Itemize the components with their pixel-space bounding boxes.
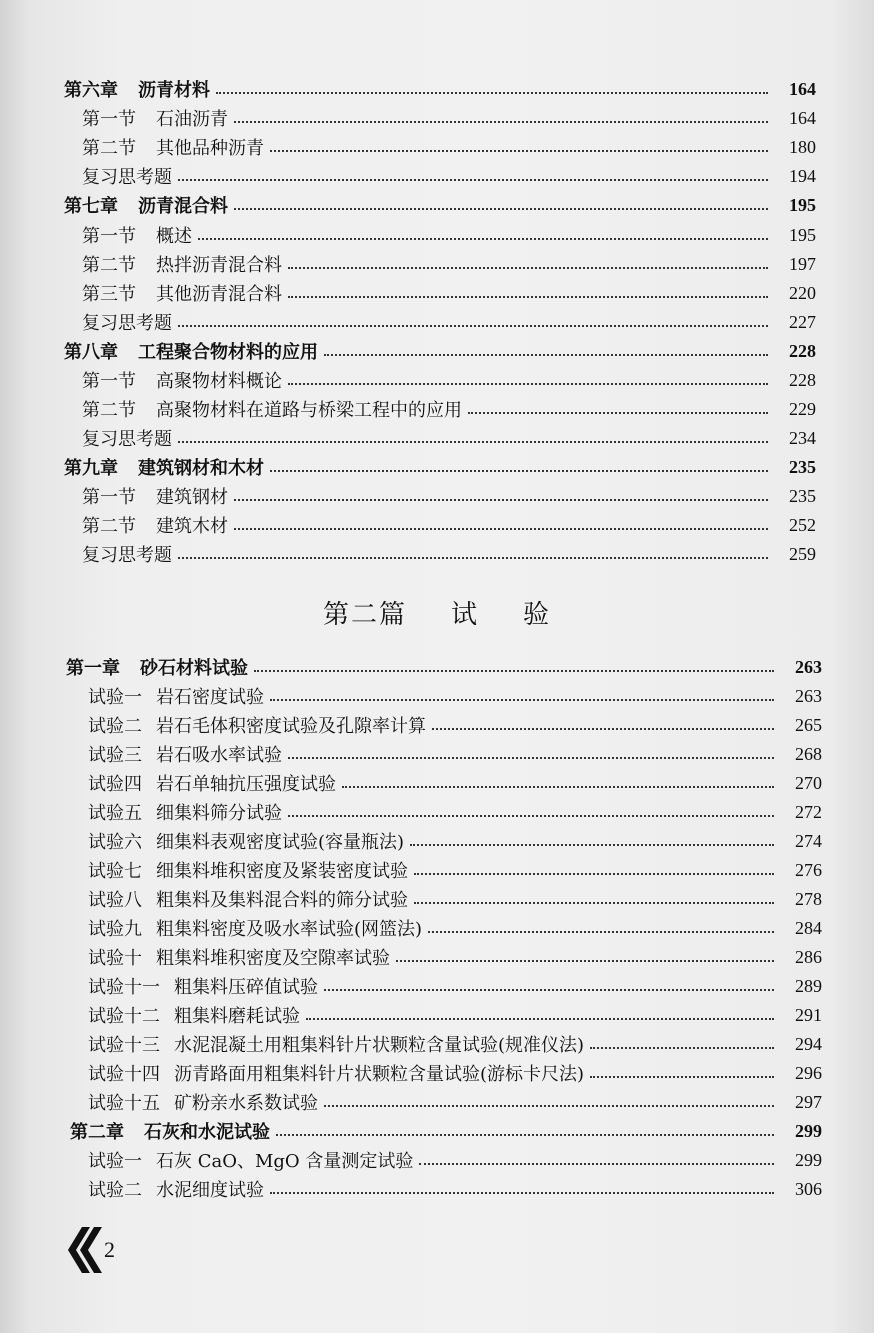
entry-page: 296 bbox=[795, 1062, 822, 1083]
entry-title: 沥青材料 bbox=[138, 80, 210, 101]
entry-page: 252 bbox=[789, 514, 816, 535]
dot-leader bbox=[276, 1134, 774, 1136]
entry-page: 272 bbox=[795, 801, 822, 822]
dot-leader bbox=[410, 844, 774, 846]
toc-entry-chapter-7 bbox=[64, 190, 816, 220]
entry-page: 229 bbox=[789, 398, 816, 419]
toc-entry-experiment bbox=[88, 1087, 822, 1117]
entry-page: 274 bbox=[795, 830, 822, 851]
entry-page: 289 bbox=[795, 975, 822, 996]
toc-entry bbox=[82, 481, 816, 511]
entry-number: 第二节 bbox=[82, 400, 136, 421]
entry-page: 195 bbox=[789, 194, 816, 215]
entry-title: 石灰和水泥试验 bbox=[144, 1122, 270, 1143]
entry-title: 细集料筛分试验 bbox=[156, 803, 282, 824]
entry-title: 细集料表观密度试验(容量瓶法) bbox=[156, 832, 405, 853]
toc-entry bbox=[82, 365, 816, 395]
toc-entry-experiment bbox=[88, 884, 822, 914]
entry-title: 沥青路面用粗集料针片状颗粒含量试验(游标卡尺法) bbox=[174, 1064, 585, 1085]
dot-leader bbox=[216, 92, 768, 94]
part-title bbox=[0, 594, 874, 631]
toc-entry-experiment bbox=[88, 855, 822, 885]
entry-number: 第二章 bbox=[70, 1122, 124, 1143]
entry-number: 第二节 bbox=[82, 255, 136, 276]
entry-title: 复习思考题 bbox=[82, 313, 172, 334]
dot-leader bbox=[590, 1076, 774, 1078]
toc-entry-chapter-9 bbox=[64, 452, 816, 482]
dot-leader bbox=[468, 412, 768, 414]
dot-leader bbox=[414, 873, 774, 875]
entry-page: 291 bbox=[795, 1004, 822, 1025]
dot-leader bbox=[324, 989, 774, 991]
toc-entry-experiment bbox=[88, 768, 822, 798]
entry-title: 岩石毛体积密度试验及孔隙率计算 bbox=[156, 716, 426, 737]
entry-number: 试验六 bbox=[88, 832, 142, 853]
dot-leader bbox=[178, 325, 768, 327]
entry-title: 岩石吸水率试验 bbox=[156, 745, 282, 766]
toc-entry-review bbox=[82, 423, 816, 453]
toc-entry bbox=[82, 510, 816, 540]
entry-number: 试验九 bbox=[88, 919, 142, 940]
entry-title: 石灰 CaO、MgO 含量测定试验 bbox=[156, 1151, 414, 1172]
toc-entry-experiment bbox=[88, 797, 822, 827]
toc-entry bbox=[82, 394, 816, 424]
part-word-2: 验 bbox=[523, 600, 552, 630]
entry-page: 268 bbox=[795, 743, 822, 764]
dot-leader bbox=[198, 238, 768, 240]
entry-title: 砂石材料试验 bbox=[140, 658, 248, 679]
toc-entry-review bbox=[82, 307, 816, 337]
dot-leader bbox=[178, 557, 768, 559]
entry-number: 第一章 bbox=[66, 658, 120, 679]
entry-title: 复习思考题 bbox=[82, 545, 172, 566]
entry-number: 第九章 bbox=[64, 458, 118, 479]
entry-title: 水泥细度试验 bbox=[156, 1180, 264, 1201]
entry-title: 粗集料及集料混合料的筛分试验 bbox=[156, 890, 408, 911]
entry-page: 299 bbox=[795, 1120, 822, 1141]
toc-entry bbox=[82, 249, 816, 279]
toc-entry bbox=[82, 132, 816, 162]
toc-entry-chapter-8 bbox=[64, 336, 816, 366]
dot-leader bbox=[396, 960, 774, 962]
dot-leader bbox=[590, 1047, 774, 1049]
entry-title: 建筑钢材 bbox=[156, 487, 228, 508]
entry-title: 石油沥青 bbox=[156, 109, 228, 130]
entry-page: 164 bbox=[789, 107, 816, 128]
double-chevron-left-icon bbox=[64, 1225, 102, 1275]
toc-entry-experiment bbox=[88, 1000, 822, 1030]
entry-page: 197 bbox=[789, 253, 816, 274]
entry-title: 其他沥青混合料 bbox=[156, 284, 282, 305]
entry-title: 建筑木材 bbox=[156, 516, 228, 537]
entry-number: 试验五 bbox=[88, 803, 142, 824]
dot-leader bbox=[234, 528, 768, 530]
toc-entry-experiment bbox=[88, 681, 822, 711]
toc-entry-chapter-1 bbox=[66, 652, 822, 682]
entry-number: 试验二 bbox=[88, 1180, 142, 1201]
entry-title: 建筑钢材和木材 bbox=[138, 458, 264, 479]
dot-leader bbox=[178, 441, 768, 443]
entry-title: 概述 bbox=[156, 226, 192, 247]
entry-title: 高聚物材料概论 bbox=[156, 371, 282, 392]
entry-page: 164 bbox=[789, 78, 816, 99]
entry-page: 228 bbox=[789, 369, 816, 390]
entry-number: 试验三 bbox=[88, 745, 142, 766]
dot-leader bbox=[270, 1192, 774, 1194]
dot-leader bbox=[270, 150, 768, 152]
toc-entry-review bbox=[82, 161, 816, 191]
dot-leader bbox=[254, 670, 774, 672]
entry-title: 沥青混合料 bbox=[138, 196, 228, 217]
entry-title: 工程聚合物材料的应用 bbox=[138, 342, 318, 363]
page-number: 2 bbox=[104, 1237, 115, 1262]
dot-leader bbox=[428, 931, 774, 933]
entry-number: 试验十四 bbox=[88, 1064, 160, 1085]
entry-title: 复习思考题 bbox=[82, 167, 172, 188]
dot-leader bbox=[288, 383, 768, 385]
toc-entry-experiment bbox=[88, 1145, 822, 1175]
entry-title: 其他品种沥青 bbox=[156, 138, 264, 159]
toc-entry-chapter-6 bbox=[64, 74, 816, 104]
entry-page: 259 bbox=[789, 543, 816, 564]
dot-leader bbox=[234, 208, 768, 210]
dot-leader bbox=[306, 1018, 774, 1020]
toc-entry-experiment bbox=[88, 1029, 822, 1059]
entry-number: 第一节 bbox=[82, 487, 136, 508]
dot-leader bbox=[234, 121, 768, 123]
dot-leader bbox=[414, 902, 774, 904]
dot-leader bbox=[288, 815, 774, 817]
entry-number: 第一节 bbox=[82, 226, 136, 247]
entry-page: 234 bbox=[789, 427, 816, 448]
toc-entry-experiment bbox=[88, 942, 822, 972]
toc-entry-experiment bbox=[88, 826, 822, 856]
entry-title: 岩石密度试验 bbox=[156, 687, 264, 708]
entry-number: 第八章 bbox=[64, 342, 118, 363]
entry-page: 297 bbox=[795, 1091, 822, 1112]
entry-number: 第二节 bbox=[82, 138, 136, 159]
entry-title: 粗集料堆积密度及空隙率试验 bbox=[156, 948, 390, 969]
entry-page: 265 bbox=[795, 714, 822, 735]
entry-page: 220 bbox=[789, 282, 816, 303]
dot-leader bbox=[288, 296, 768, 298]
entry-title: 水泥混凝土用粗集料针片状颗粒含量试验(规准仪法) bbox=[174, 1035, 585, 1056]
entry-title: 粗集料压碎值试验 bbox=[174, 977, 318, 998]
dot-leader bbox=[432, 728, 774, 730]
entry-page: 270 bbox=[795, 772, 822, 793]
toc-entry bbox=[82, 103, 816, 133]
dot-leader bbox=[234, 499, 768, 501]
entry-number: 第一节 bbox=[82, 371, 136, 392]
entry-title: 热拌沥青混合料 bbox=[156, 255, 282, 276]
dot-leader bbox=[342, 786, 774, 788]
dot-leader bbox=[324, 354, 768, 356]
entry-page: 180 bbox=[789, 136, 816, 157]
page-footer bbox=[64, 1225, 115, 1275]
toc-entry-review bbox=[82, 539, 816, 569]
toc-entry-experiment bbox=[88, 971, 822, 1001]
entry-number: 试验十五 bbox=[88, 1093, 160, 1114]
entry-number: 第六章 bbox=[64, 80, 118, 101]
entry-page: 276 bbox=[795, 859, 822, 880]
part-word-1: 试 bbox=[450, 600, 479, 630]
entry-number: 第三节 bbox=[82, 284, 136, 305]
entry-title: 矿粉亲水系数试验 bbox=[174, 1093, 318, 1114]
entry-number: 第七章 bbox=[64, 196, 118, 217]
toc-entry-experiment bbox=[88, 1174, 822, 1204]
dot-leader bbox=[270, 699, 774, 701]
entry-title: 岩石单轴抗压强度试验 bbox=[156, 774, 336, 795]
entry-page: 299 bbox=[795, 1149, 822, 1170]
entry-title: 细集料堆积密度及紧装密度试验 bbox=[156, 861, 408, 882]
entry-page: 294 bbox=[795, 1033, 822, 1054]
toc-entry bbox=[82, 278, 816, 308]
entry-page: 194 bbox=[789, 165, 816, 186]
entry-number: 试验四 bbox=[88, 774, 142, 795]
entry-page: 263 bbox=[795, 656, 822, 677]
entry-number: 试验八 bbox=[88, 890, 142, 911]
dot-leader bbox=[419, 1163, 774, 1165]
entry-page: 306 bbox=[795, 1178, 822, 1199]
toc-entry-experiment bbox=[88, 739, 822, 769]
part-label: 第二篇 bbox=[322, 600, 407, 630]
dot-leader bbox=[288, 757, 774, 759]
dot-leader bbox=[324, 1105, 774, 1107]
entry-page: 228 bbox=[789, 340, 816, 361]
toc-entry-experiment bbox=[88, 1058, 822, 1088]
entry-page: 235 bbox=[789, 456, 816, 477]
dot-leader bbox=[288, 267, 768, 269]
entry-number: 试验二 bbox=[88, 716, 142, 737]
entry-page: 195 bbox=[789, 224, 816, 245]
toc-entry-experiment bbox=[88, 913, 822, 943]
dot-leader bbox=[270, 470, 768, 472]
entry-title: 复习思考题 bbox=[82, 429, 172, 450]
entry-title: 粗集料磨耗试验 bbox=[174, 1006, 300, 1027]
entry-number: 试验十二 bbox=[88, 1006, 160, 1027]
entry-number: 试验七 bbox=[88, 861, 142, 882]
entry-number: 试验十一 bbox=[88, 977, 160, 998]
entry-number: 试验十三 bbox=[88, 1035, 160, 1056]
entry-number: 第一节 bbox=[82, 109, 136, 130]
toc-entry-experiment bbox=[88, 710, 822, 740]
entry-number: 试验一 bbox=[88, 1151, 142, 1172]
toc-entry-chapter-2 bbox=[70, 1116, 822, 1146]
entry-page: 263 bbox=[795, 685, 822, 706]
toc-entry bbox=[82, 220, 816, 250]
entry-number: 试验一 bbox=[88, 687, 142, 708]
dot-leader bbox=[178, 179, 768, 181]
entry-title: 高聚物材料在道路与桥梁工程中的应用 bbox=[156, 400, 462, 421]
entry-number: 第二节 bbox=[82, 516, 136, 537]
entry-page: 278 bbox=[795, 888, 822, 909]
entry-number: 试验十 bbox=[88, 948, 142, 969]
entry-page: 227 bbox=[789, 311, 816, 332]
entry-title: 粗集料密度及吸水率试验(网篮法) bbox=[156, 919, 423, 940]
entry-page: 286 bbox=[795, 946, 822, 967]
entry-page: 284 bbox=[795, 917, 822, 938]
entry-page: 235 bbox=[789, 485, 816, 506]
